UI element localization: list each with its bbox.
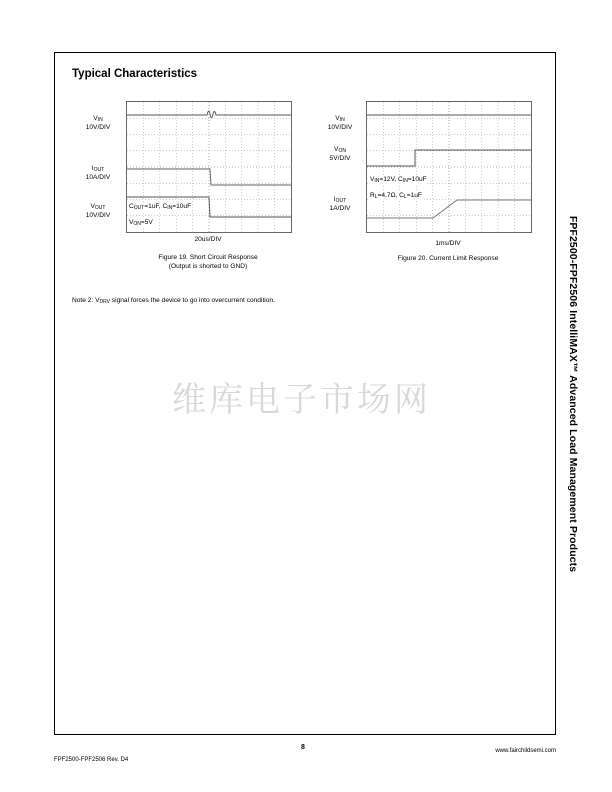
- fig19-grid: [127, 102, 291, 232]
- fig19-channel-vout-label: $V_{OUT}$ 10V/DIV: [85, 203, 111, 219]
- page-number: 8: [301, 744, 305, 751]
- side-title-text: FPF2500-FPF2506 IntelliMAX™ Advanced Load Management Products: [567, 215, 579, 572]
- fig19-annotation-caps: $C_{OUT}=1uF$, $C_{IN}=10uF$: [129, 203, 192, 211]
- fig19-caption: Figure 19. Short Circuit Response (Output is shorted to GND): [158, 254, 258, 270]
- watermark: 维库电子市场网: [172, 380, 431, 420]
- fig20-von-trace: [367, 150, 531, 166]
- fig20-caption: Figure 20. Current Limit Response: [397, 255, 499, 262]
- side-title: [558, 52, 588, 735]
- section-title: Typical Characteristics: [72, 68, 198, 80]
- fig19-channel-iout-label: $I_{OUT}$ 10A/DIV: [85, 165, 111, 181]
- fig19-scope-svg: [127, 102, 291, 232]
- footer-doc-revision: FPF2500-FPF2506 Rev. D4: [54, 757, 129, 763]
- note-2: Note 2: $V_{DRV}$ signal forces the device to go into overcurrent condition.: [72, 297, 275, 305]
- fig19-annotation-von: $V_{ON}=5V$: [129, 219, 153, 227]
- fig20-grid: [367, 102, 531, 232]
- fig20-channel-von-label: $V_{ON}$ 5V/DIV: [329, 146, 351, 162]
- fig20-scope-svg: [367, 102, 531, 232]
- fig20-annotation-load: $R_L=4.7\Omega$, $C_L=1uF$: [370, 192, 422, 200]
- fig20-channel-iout-label: $I_{OUT}$ 1A/DIV: [329, 196, 351, 212]
- fig20-channel-vin-label: $V_{IN}$ 10V/DIV: [327, 115, 353, 131]
- fig20-iout-trace: [367, 200, 531, 218]
- fig20-annotation-vin: $V_{IN}=12V$, $C_{IN}=10uF$: [370, 176, 427, 184]
- fig20-scope-plot: [366, 101, 532, 233]
- fig19-scope-plot: [126, 101, 292, 233]
- fig20-timebase: 1ms/DIV: [435, 240, 461, 247]
- fig19-timebase: 20us/DIV: [194, 236, 222, 243]
- fig19-channel-vin-label: $V_{IN}$ 10V/DIV: [85, 115, 111, 131]
- footer-website-link[interactable]: www.fairchildsemi.com: [495, 748, 556, 754]
